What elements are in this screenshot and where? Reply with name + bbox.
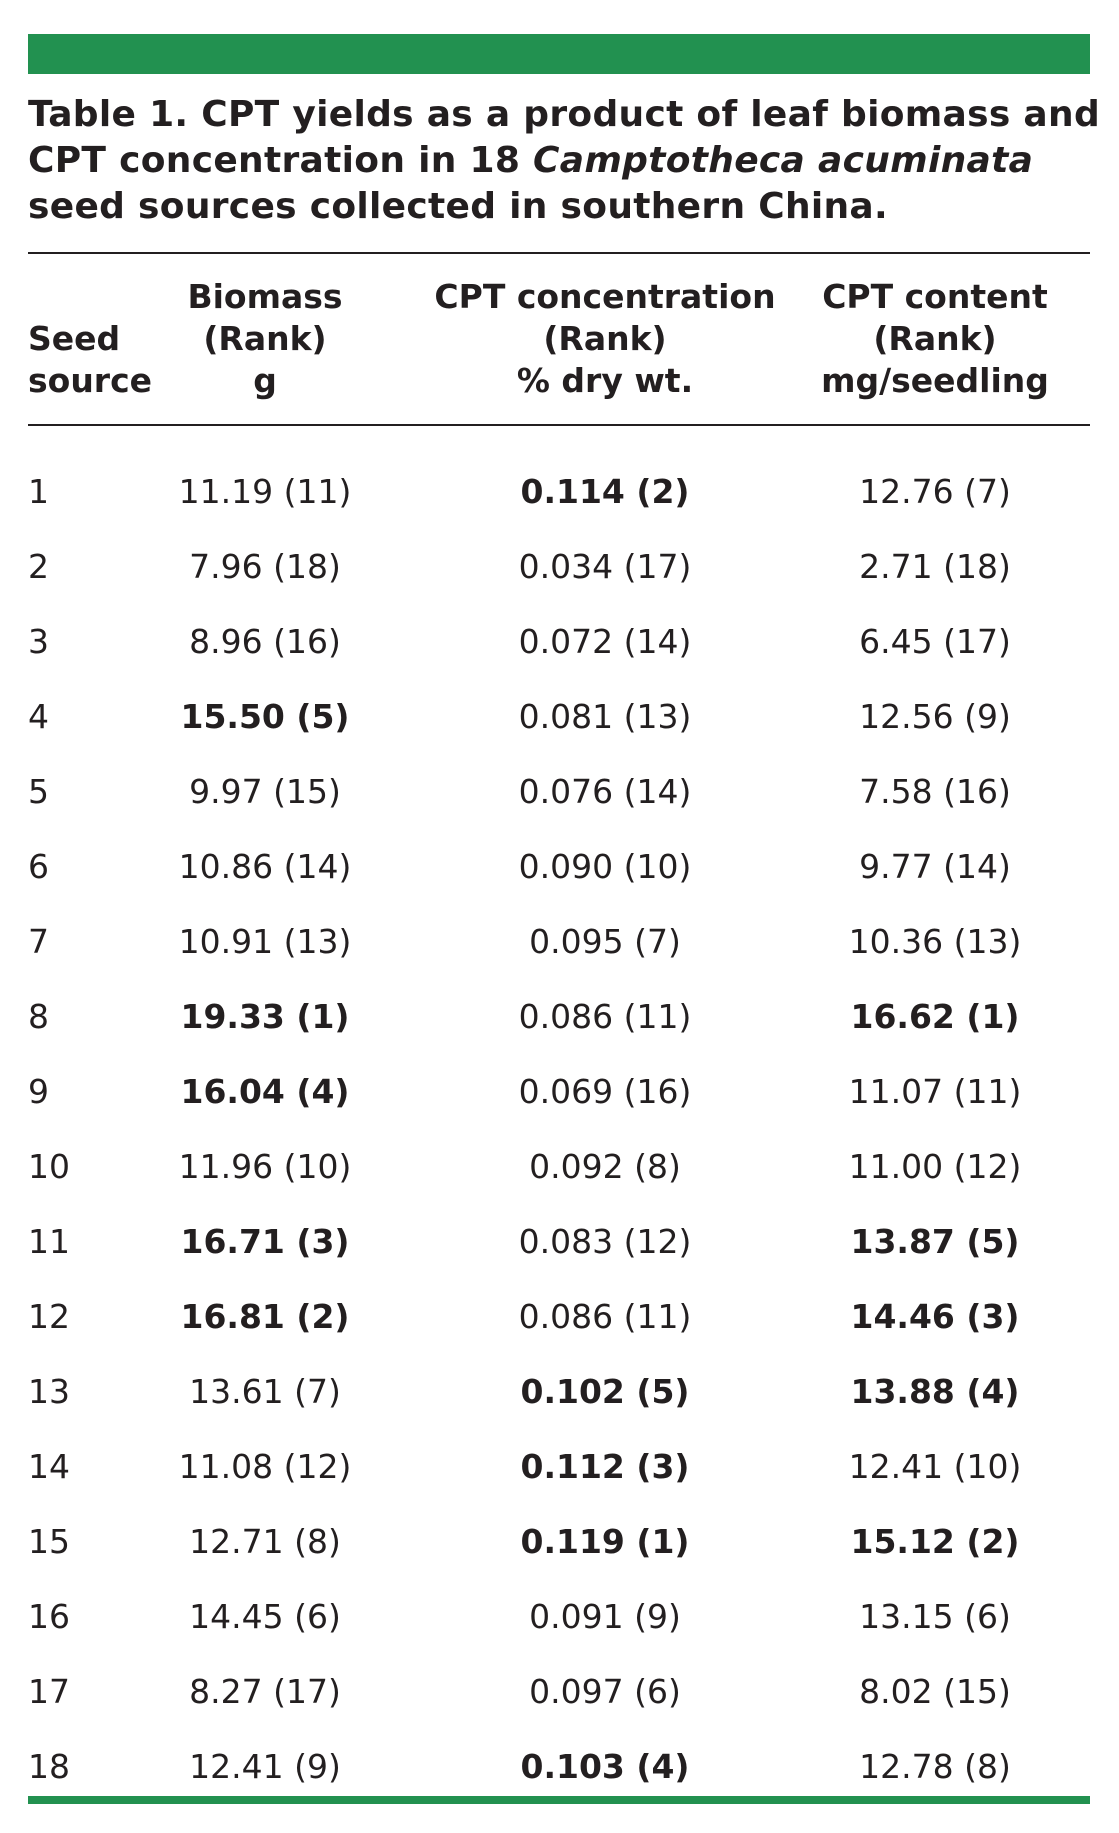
biomass-cell: 12.41 (9) [189, 1747, 341, 1786]
header-content-line-2: (Rank) [873, 319, 997, 358]
header-content-line-3: mg/seedling [821, 361, 1049, 400]
table-row [0, 1208, 1119, 1283]
biomass-cell: 10.91 (13) [178, 922, 352, 961]
cpt-concentration-cell: 0.072 (14) [518, 622, 692, 661]
biomass-cell: 13.61 (7) [189, 1372, 341, 1411]
seed-source-cell: 9 [28, 1072, 49, 1111]
header-biomass-line-3: g [253, 361, 277, 400]
table-row [0, 1283, 1119, 1358]
seed-source-cell: 7 [28, 922, 49, 961]
header-bottom-rule [28, 424, 1090, 426]
seed-source-cell: 15 [28, 1522, 70, 1561]
cpt-concentration-cell: 0.090 (10) [518, 847, 692, 886]
seed-source-cell: 12 [28, 1297, 70, 1336]
header-seed-line-2: source [28, 361, 153, 400]
table-row [0, 683, 1119, 758]
header-conc-line-1: CPT concentration [434, 277, 776, 316]
seed-source-cell: 8 [28, 997, 49, 1036]
cpt-concentration-cell: 0.102 (5) [520, 1372, 690, 1411]
seed-source-cell: 5 [28, 772, 49, 811]
header-seed-source [28, 318, 152, 402]
cpt-content-cell: 11.07 (11) [848, 1072, 1022, 1111]
biomass-cell: 16.81 (2) [180, 1297, 350, 1336]
caption-tail: seed sources collected in southern China. [28, 186, 889, 227]
table-row [0, 608, 1119, 683]
header-conc-line-2: (Rank) [543, 319, 667, 358]
biomass-cell: 19.33 (1) [180, 997, 350, 1036]
seed-source-cell: 6 [28, 847, 49, 886]
header-biomass [140, 276, 390, 402]
header-top-rule [28, 252, 1090, 254]
cpt-concentration-cell: 0.103 (4) [520, 1747, 690, 1786]
cpt-concentration-cell: 0.112 (3) [520, 1447, 690, 1486]
cpt-content-cell: 13.87 (5) [850, 1222, 1020, 1261]
header-biomass-line-1: Biomass [187, 277, 343, 316]
biomass-cell: 11.08 (12) [178, 1447, 352, 1486]
biomass-cell: 16.04 (4) [180, 1072, 350, 1111]
table-row [0, 1358, 1119, 1433]
cpt-content-cell: 12.41 (10) [848, 1447, 1022, 1486]
table-caption [28, 92, 1103, 230]
biomass-cell: 11.96 (10) [178, 1147, 352, 1186]
table-row [0, 1058, 1119, 1133]
cpt-concentration-cell: 0.081 (13) [518, 697, 692, 736]
cpt-content-cell: 12.78 (8) [859, 1747, 1011, 1786]
biomass-cell: 16.71 (3) [180, 1222, 350, 1261]
seed-source-cell: 14 [28, 1447, 70, 1486]
cpt-concentration-cell: 0.097 (6) [529, 1672, 681, 1711]
cpt-content-cell: 15.12 (2) [850, 1522, 1020, 1561]
cpt-content-cell: 11.00 (12) [848, 1147, 1022, 1186]
cpt-concentration-cell: 0.083 (12) [518, 1222, 692, 1261]
cpt-content-cell: 7.58 (16) [859, 772, 1011, 811]
cpt-concentration-cell: 0.092 (8) [529, 1147, 681, 1186]
table-row [0, 983, 1119, 1058]
seed-source-cell: 13 [28, 1372, 70, 1411]
seed-source-cell: 2 [28, 547, 49, 586]
cpt-concentration-cell: 0.091 (9) [529, 1597, 681, 1636]
cpt-content-cell: 13.15 (6) [859, 1597, 1011, 1636]
caption-species: Camptotheca acuminata [533, 140, 1034, 181]
biomass-cell: 8.27 (17) [189, 1672, 341, 1711]
seed-source-cell: 3 [28, 622, 49, 661]
cpt-content-cell: 10.36 (13) [848, 922, 1022, 961]
biomass-cell: 11.19 (11) [178, 472, 352, 511]
cpt-content-cell: 16.62 (1) [850, 997, 1020, 1036]
table-row [0, 1583, 1119, 1658]
table-row [0, 833, 1119, 908]
table-row [0, 1133, 1119, 1208]
header-seed-line-1: Seed [28, 319, 121, 358]
cpt-concentration-cell: 0.086 (11) [518, 997, 692, 1036]
seed-source-cell: 10 [28, 1147, 70, 1186]
seed-source-cell: 17 [28, 1672, 70, 1711]
seed-source-cell: 11 [28, 1222, 70, 1261]
table-body [0, 458, 1119, 1808]
header-biomass-line-2: (Rank) [203, 319, 327, 358]
biomass-cell: 14.45 (6) [189, 1597, 341, 1636]
cpt-concentration-cell: 0.076 (14) [518, 772, 692, 811]
header-cpt-content [810, 276, 1060, 402]
header-conc-line-3: % dry wt. [516, 361, 694, 400]
bottom-accent-bar [28, 1796, 1090, 1804]
header-content-line-1: CPT content [822, 277, 1048, 316]
cpt-content-cell: 14.46 (3) [850, 1297, 1020, 1336]
cpt-content-cell: 12.76 (7) [859, 472, 1011, 511]
table-row [0, 1508, 1119, 1583]
cpt-content-cell: 8.02 (15) [859, 1672, 1011, 1711]
seed-source-cell: 4 [28, 697, 49, 736]
top-accent-bar [28, 34, 1090, 74]
table-row [0, 1433, 1119, 1508]
cpt-concentration-cell: 0.086 (11) [518, 1297, 692, 1336]
seed-source-cell: 18 [28, 1747, 70, 1786]
cpt-concentration-cell: 0.095 (7) [529, 922, 681, 961]
seed-source-cell: 16 [28, 1597, 70, 1636]
cpt-content-cell: 2.71 (18) [859, 547, 1011, 586]
biomass-cell: 9.97 (15) [189, 772, 341, 811]
cpt-content-cell: 9.77 (14) [859, 847, 1011, 886]
biomass-cell: 15.50 (5) [180, 697, 350, 736]
table-row [0, 533, 1119, 608]
caption-lead: Table 1. CPT yields as a product of leaf biomass and CPT concentration in 18 [28, 94, 1101, 181]
cpt-content-cell: 6.45 (17) [859, 622, 1011, 661]
cpt-concentration-cell: 0.069 (16) [518, 1072, 692, 1111]
table-row [0, 758, 1119, 833]
cpt-concentration-cell: 0.114 (2) [520, 472, 690, 511]
cpt-content-cell: 13.88 (4) [850, 1372, 1020, 1411]
header-cpt-concentration [430, 276, 780, 402]
table-row [0, 908, 1119, 983]
table-row [0, 458, 1119, 533]
biomass-cell: 8.96 (16) [189, 622, 341, 661]
biomass-cell: 7.96 (18) [189, 547, 341, 586]
seed-source-cell: 1 [28, 472, 49, 511]
cpt-concentration-cell: 0.119 (1) [520, 1522, 690, 1561]
cpt-concentration-cell: 0.034 (17) [518, 547, 692, 586]
table-row [0, 1658, 1119, 1733]
cpt-content-cell: 12.56 (9) [859, 697, 1011, 736]
biomass-cell: 10.86 (14) [178, 847, 352, 886]
biomass-cell: 12.71 (8) [189, 1522, 341, 1561]
